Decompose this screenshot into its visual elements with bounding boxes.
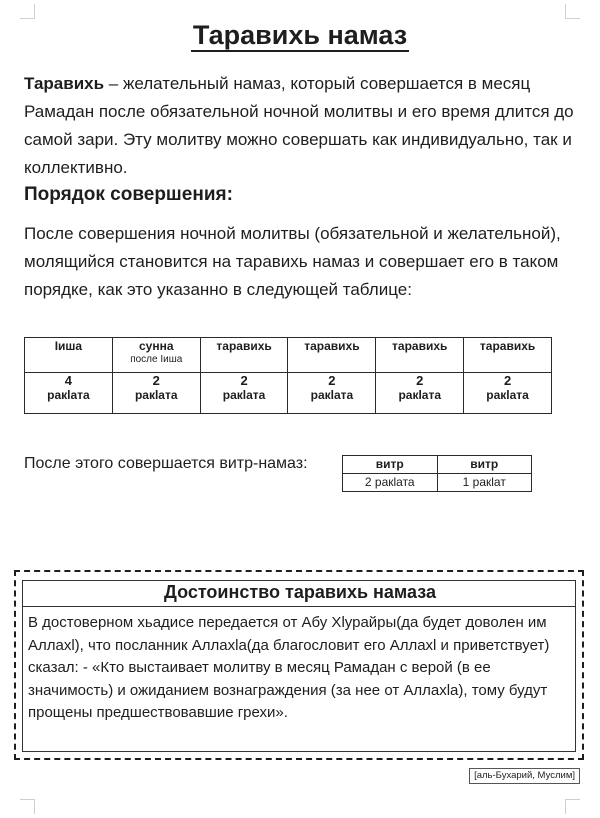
page-title-text: Таравихь намаз	[192, 20, 408, 50]
crop-mark-top-left	[20, 4, 35, 19]
witr-name-cell: витр	[343, 456, 438, 474]
prayer-name: таравихь	[216, 339, 272, 353]
prayer-name-cell	[288, 338, 376, 373]
prayer-name: Iиша	[54, 339, 83, 353]
virtue-divider	[22, 606, 576, 607]
witr-name-cell: витр	[437, 456, 532, 474]
hadith-source: [аль-Бухарий, Муслим]	[469, 768, 580, 784]
prayer-name-cell	[112, 338, 200, 373]
prayer-name-cell	[464, 338, 552, 373]
witr-count-cell: 1 ракlат	[437, 474, 532, 492]
rakat-count: 2	[416, 373, 424, 388]
witr-table	[342, 455, 532, 492]
rakat-count: 4	[64, 373, 73, 388]
witr-header-row	[343, 456, 532, 474]
prayer-name: сунна	[138, 339, 174, 353]
rakat-count: 2	[328, 373, 336, 388]
prayer-name-cell	[376, 338, 464, 373]
witr-count-row	[343, 474, 532, 492]
virtue-heading: Достоинство таравихь намаза	[164, 582, 436, 602]
rakat-count-cell	[200, 373, 288, 414]
rakat-count: 2	[240, 373, 248, 388]
prayer-name-cell	[200, 338, 288, 373]
prayer-subname: после Iиша	[130, 354, 183, 365]
virtue-text: В достоверном хьадисе передается от Абу Хlурайры(да будет доволен им Аллахl), что посланник Аллахlа(да благословит его Аллахl и приветствует) сказал: - «Кто выстаивает молитву в месяц Рамадан с верой (в ее значимость) и ожиданием вознаграждения (за нее от Аллахlа), тому будут прощены предшествовавшие грехи».	[28, 614, 550, 721]
rakat-unit: ракlата	[486, 388, 529, 402]
crop-mark-bottom-left	[20, 799, 35, 814]
page-title	[0, 20, 600, 51]
prayer-name: таравихь	[479, 339, 536, 353]
order-heading: Порядок совершения:	[24, 184, 233, 205]
witr-count-cell: 2 ракlата	[343, 474, 438, 492]
prayer-order-count-row	[25, 373, 552, 414]
rakat-unit: ракlата	[398, 388, 442, 402]
order-paragraph: После совершения ночной молитвы (обязательной и желательной), молящийся становится на таравихь намаз и совершает его в таком порядке, как это указанно в следующей таблице:	[24, 224, 561, 299]
rakat-unit: ракlата	[47, 388, 90, 402]
rakat-count-cell	[376, 373, 464, 414]
rakat-count: 2	[503, 373, 512, 388]
witr-paragraph: После этого совершается витр-намаз:	[24, 455, 308, 472]
prayer-name: таравихь	[304, 339, 360, 353]
prayer-name: таравихь	[392, 339, 448, 353]
crop-mark-bottom-right	[565, 799, 580, 814]
crop-mark-top-right	[565, 4, 580, 19]
intro-term: Таравихь	[24, 74, 105, 93]
prayer-name-cell	[25, 338, 113, 373]
rakat-count-cell	[112, 373, 200, 414]
prayer-order-header-row	[25, 338, 552, 373]
prayer-order-table	[24, 337, 552, 414]
intro-paragraph	[24, 70, 576, 182]
rakat-count-cell	[464, 373, 552, 414]
rakat-unit: ракlата	[134, 388, 178, 402]
rakat-count: 2	[152, 373, 160, 388]
rakat-count-cell	[288, 373, 376, 414]
rakat-unit: ракlата	[310, 388, 354, 402]
rakat-count-cell	[25, 373, 113, 414]
rakat-unit: ракlата	[222, 388, 266, 402]
intro-text: – желательный намаз, который совершается в месяц Рамадан после обязательной ночной молитвы и его время длится до самой зари. Эту молитву можно совершать как индивидуально, так и коллективно.	[24, 74, 574, 177]
